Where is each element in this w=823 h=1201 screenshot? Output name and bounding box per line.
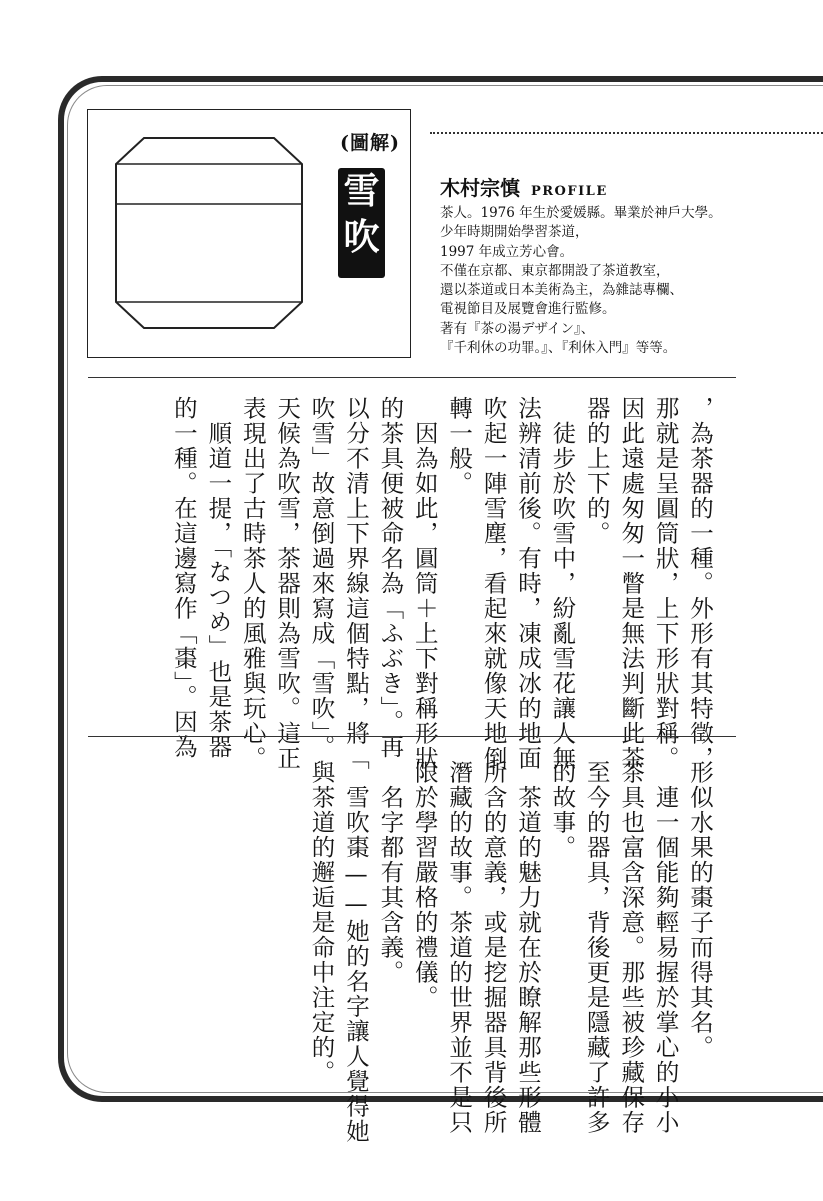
- text-column: 的故事。: [548, 760, 577, 860]
- text-column: 因此遠處匆匆一瞥是無法判斷此茶: [617, 396, 646, 771]
- figure-box: [87, 109, 411, 358]
- text-column: 茶道的魅力就在於瞭解那些形體: [513, 760, 542, 1135]
- text-column: 潛藏的故事。茶道的世界並不是只: [445, 760, 474, 1135]
- seal-char-2: 吹: [343, 216, 380, 258]
- profile-line: 著有『茶の湯デザイン』、: [440, 320, 595, 337]
- dotted-divider: [430, 132, 823, 134]
- text-column: 連一個能夠輕易握於掌心的小小: [651, 760, 680, 1135]
- text-column: 的一種。在這邊寫作「棗」。因為: [169, 396, 198, 760]
- text-column: 形似水果的棗子而得其名。: [686, 760, 714, 1060]
- profile-line: 少年時期開始學習茶道，: [440, 224, 589, 241]
- text-column: 徒步於吹雪中，紛亂雪花讓人無: [548, 396, 577, 771]
- text-column: 那就是呈圓筒狀，上下形狀對稱。: [651, 396, 680, 771]
- body-text-section-1: [167, 396, 718, 771]
- text-column: 吹雪」故意倒過來寫成「雪吹」。: [307, 396, 336, 760]
- text-column: 以分不清上下界線這個特點，將「: [341, 396, 370, 771]
- text-column: 天候為吹雪，茶器則為雪吹。這正: [273, 396, 302, 771]
- profile-line: 『千利休の功罪。』、『利休入門』等等。: [440, 340, 677, 357]
- seal-stamp: [338, 168, 385, 278]
- text-column: 茶具也富含深意。那些被珍藏保存: [617, 760, 646, 1135]
- text-column: 轉一般。: [445, 396, 474, 496]
- text-column: 至今的器具，背後更是隱藏了許多: [582, 760, 611, 1135]
- profile-block: [440, 172, 820, 358]
- profile-line: 電視節目及展覽會進行監修。: [440, 301, 616, 318]
- seal-char-1: 雪: [343, 170, 380, 212]
- profile-tag: PROFILE: [530, 184, 608, 199]
- profile-line: 還以茶道或日本美術為主，為雜誌專欄、: [440, 282, 683, 299]
- profile-heading: [440, 172, 820, 201]
- text-column: 限於學習嚴格的禮儀。: [410, 760, 439, 1010]
- figure-label: (圖解): [340, 132, 400, 154]
- profile-line: 茶人。1976 年生於愛媛縣。畢業於神戶大學。: [440, 205, 722, 221]
- profile-line: 1997 年成立芳心會。: [440, 243, 574, 260]
- author-name: 木村宗慎: [440, 176, 520, 200]
- body-text-section-2: [304, 760, 717, 1144]
- natsume-tea-caddy-icon: [114, 136, 304, 331]
- text-column: 順道一提，「なつめ」也是茶器: [204, 396, 233, 760]
- text-column: 名字都有其含義。: [376, 760, 405, 985]
- text-column: 表現出了古時茶人的風雅與玩心。: [238, 396, 267, 771]
- text-column: 因為如此，圓筒＋上下對稱形狀: [410, 396, 439, 771]
- text-column: 雪吹棗——她的名字讓人覺得她: [341, 760, 370, 1144]
- section-rule-top: [88, 377, 736, 378]
- text-column: 的茶具便被命名為「ふぶき」。再: [376, 396, 405, 760]
- text-column: 法辨清前後。有時，凍成冰的地面: [513, 396, 542, 771]
- section-rule-middle: [88, 736, 736, 737]
- profile-line: 不僅在京都、東京都開設了茶道教室，: [440, 262, 670, 279]
- text-column: 與茶道的邂逅是命中注定的。: [307, 760, 336, 1085]
- text-column: 所含的意義，或是挖掘器具背後所: [479, 760, 508, 1135]
- text-column: 器的上下的。: [582, 396, 611, 546]
- text-column: ，為茶器的一種。外形有其特徵，: [686, 396, 714, 771]
- text-column: 吹起一陣雪塵，看起來就像天地倒: [479, 396, 508, 771]
